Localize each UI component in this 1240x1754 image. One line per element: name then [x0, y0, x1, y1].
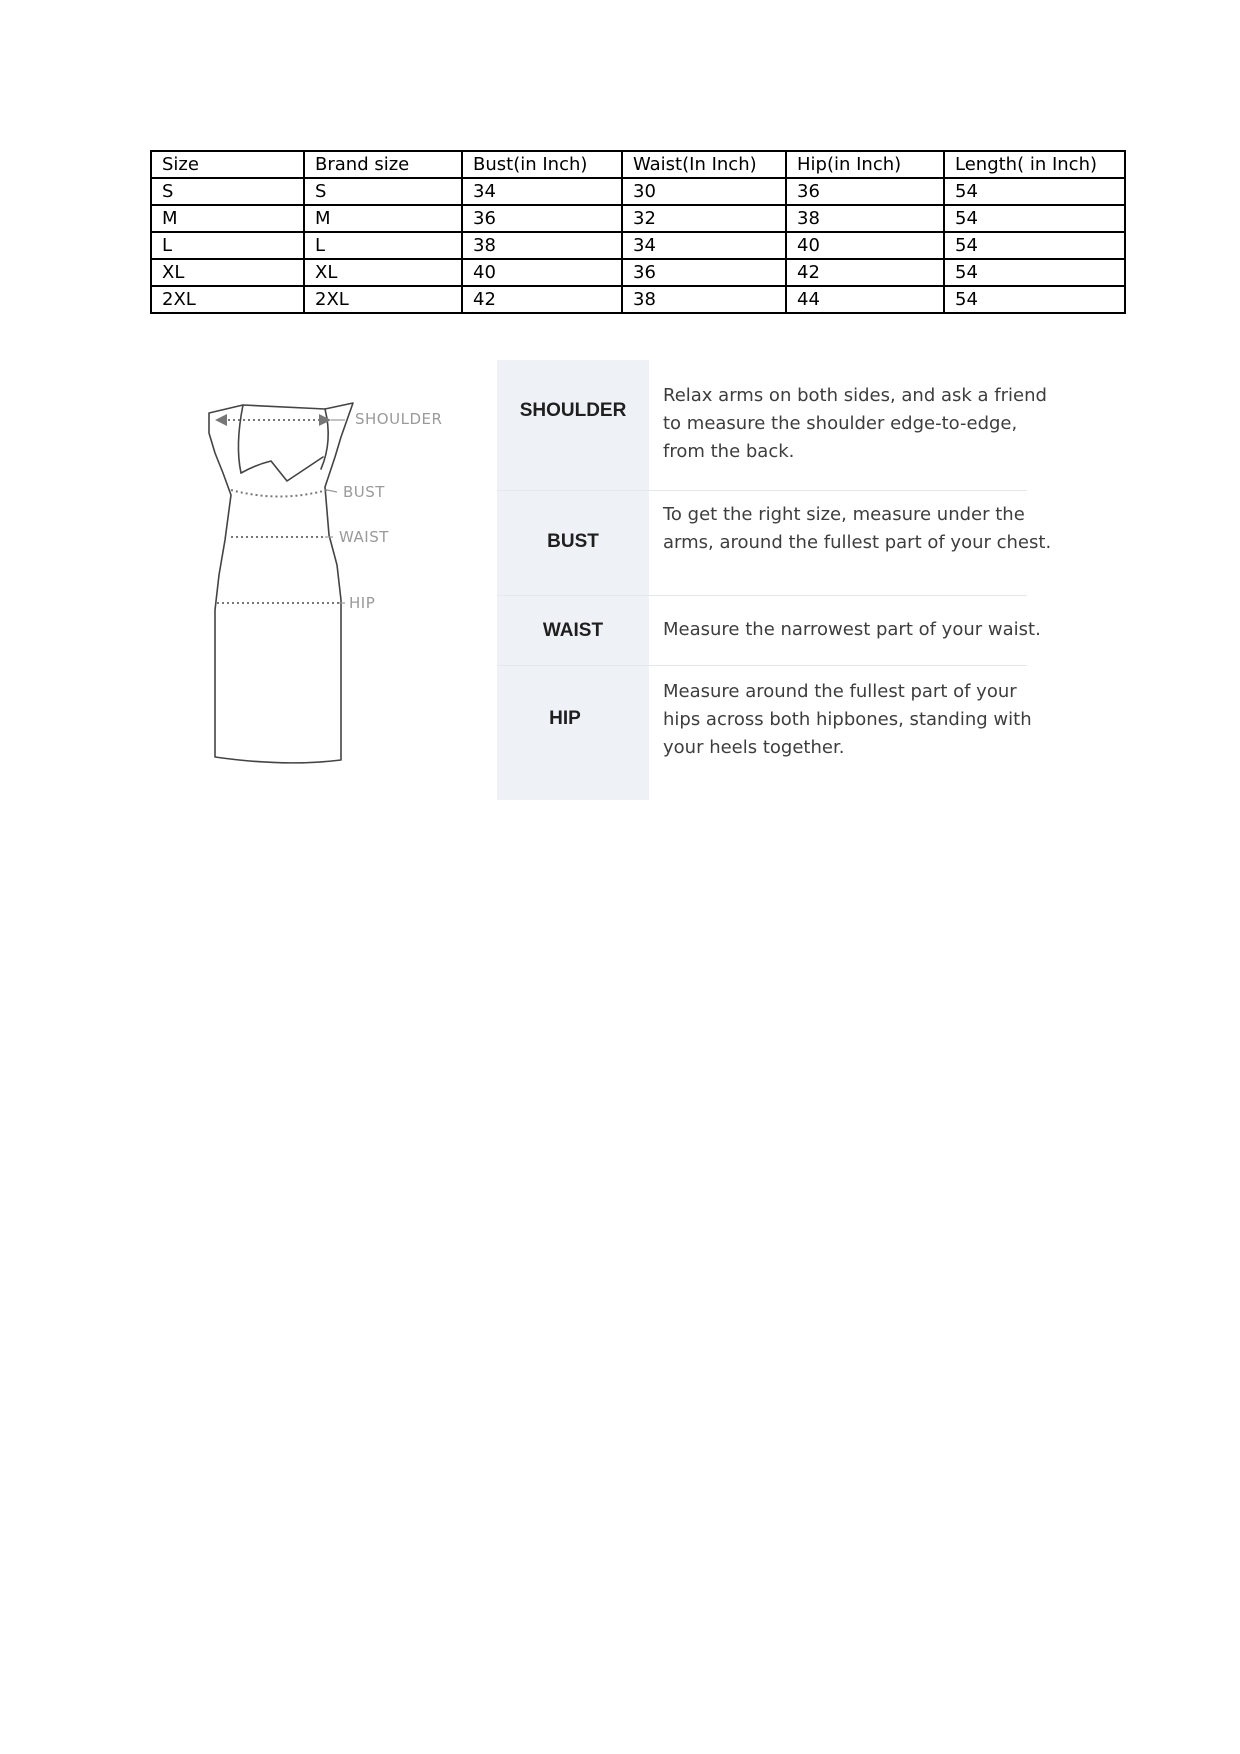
dress-outline-icon [195, 395, 455, 775]
table-cell: 36 [622, 259, 786, 286]
table-row [151, 259, 1125, 286]
guide-row-waist [497, 596, 1057, 666]
table-cell: 54 [944, 259, 1125, 286]
table-cell: M [151, 205, 304, 232]
guide-row-bust [497, 491, 1057, 596]
table-cell: 30 [622, 178, 786, 205]
hip-label: HIP [349, 594, 376, 612]
table-cell: 38 [462, 232, 622, 259]
table-cell: 44 [786, 286, 944, 313]
header-cell: Brand size [304, 151, 462, 178]
table-cell: 42 [786, 259, 944, 286]
waist-label: WAIST [339, 528, 389, 546]
table-cell: L [151, 232, 304, 259]
table-cell: 36 [786, 178, 944, 205]
guide-description: Measure the narrowest part of your waist. [663, 619, 1041, 640]
table-cell: 54 [944, 178, 1125, 205]
table-cell: M [304, 205, 462, 232]
table-cell: 36 [462, 205, 622, 232]
guide-description: Measure around the fullest part of your hips across both hipbones, standing with your heels together. [663, 681, 1032, 758]
table-cell: 54 [944, 286, 1125, 313]
header-cell: Length( in Inch) [944, 151, 1125, 178]
guide-term: SHOULDER [519, 400, 627, 421]
guide-description: Relax arms on both sides, and ask a friend to measure the shoulder edge-to-edge, from the back. [663, 385, 1047, 462]
table-cell: S [151, 178, 304, 205]
guide-row-hip [497, 666, 1057, 800]
table-cell: S [304, 178, 462, 205]
table-cell: 38 [622, 286, 786, 313]
table-cell: 34 [462, 178, 622, 205]
measurement-guide [497, 360, 1057, 800]
table-row [151, 232, 1125, 259]
table-row [151, 205, 1125, 232]
header-cell: Size [151, 151, 304, 178]
table-cell: 34 [622, 232, 786, 259]
table-cell: 54 [944, 205, 1125, 232]
table-cell: XL [304, 259, 462, 286]
table-header-row [151, 151, 1125, 178]
bust-label: BUST [343, 483, 385, 501]
guide-term: WAIST [542, 620, 604, 641]
table-cell: 42 [462, 286, 622, 313]
header-cell: Bust(in Inch) [462, 151, 622, 178]
table-cell: L [304, 232, 462, 259]
guide-term: BUST [547, 531, 599, 552]
table-cell: 32 [622, 205, 786, 232]
table-cell: 2XL [151, 286, 304, 313]
table-cell: 2XL [304, 286, 462, 313]
table-row [151, 286, 1125, 313]
header-cell: Hip(in Inch) [786, 151, 944, 178]
guide-term: HIP [549, 708, 581, 729]
header-cell: Waist(In Inch) [622, 151, 786, 178]
table-cell: 40 [786, 232, 944, 259]
table-cell: XL [151, 259, 304, 286]
table-cell: 38 [786, 205, 944, 232]
size-chart-table [150, 150, 1126, 314]
dress-measurement-figure [195, 395, 455, 775]
guide-description: To get the right size, measure under the arms, around the fullest part of your chest. [663, 504, 1052, 553]
table-row [151, 178, 1125, 205]
table-cell: 54 [944, 232, 1125, 259]
guide-row-shoulder [497, 360, 1057, 490]
table-cell: 40 [462, 259, 622, 286]
shoulder-label: SHOULDER [355, 410, 443, 428]
